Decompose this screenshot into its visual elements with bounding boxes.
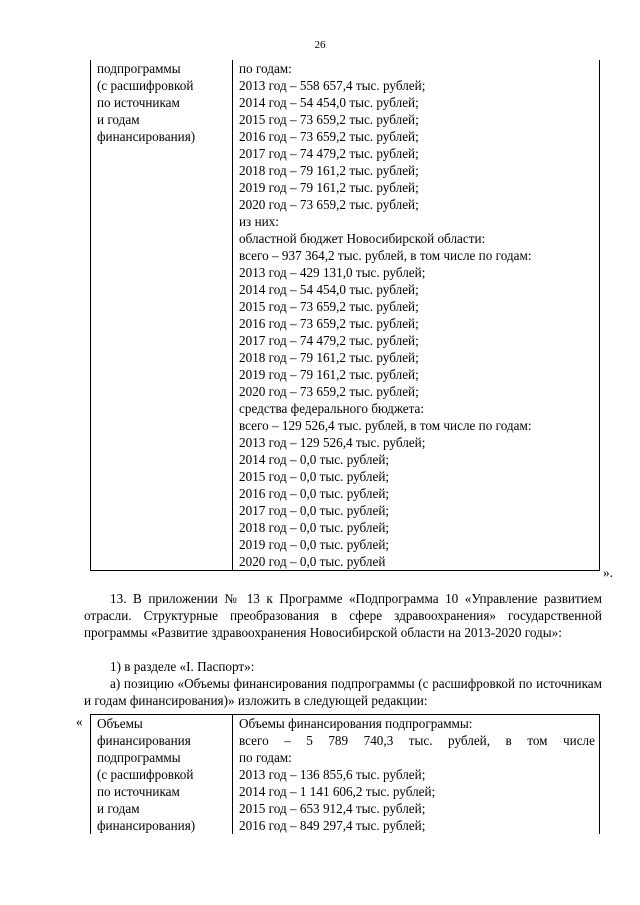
table1-right-line: 2013 год – 558 657,4 тыс. рублей; [239,78,426,93]
paragraph-13-item-1-text: 1) в разделе «I. Паспорт»: [110,659,255,674]
table1-right-line: 2015 год – 0,0 тыс. рублей; [239,469,390,484]
table1-right-line: из них: [239,214,279,229]
paragraph-13-item-1 [84,658,602,675]
table2-right-cell [233,715,600,835]
table1-right-cell [233,60,600,571]
table1-left-line: финансирования) [97,129,196,144]
table2-right-line: 2014 год – 1 141 606,2 тыс. рублей; [239,784,436,799]
table2-left-line: (с расшифровкой [97,767,194,782]
paragraph-13-item-a-text: а) позицию «Объемы финансирования подпрограммы (с расшифровкой по источникам и годам финансирования)» изложить в следующей редакции: [84,676,602,708]
closing-quote-mark: ». [603,565,613,580]
table1-left-cell [91,60,233,571]
financing-table-new [90,714,600,834]
table1-right-line: 2018 год – 0,0 тыс. рублей; [239,520,390,535]
table2-right-line: 2013 год – 136 855,6 тыс. рублей; [239,767,426,782]
table2-left-line: финансирования) [97,818,196,833]
paragraph-13-item-a [84,675,602,709]
table1-left-line: по источникам [97,95,180,110]
table2-right-line: всего – 5 789 740,3 тыс. рублей, в том числе [239,733,595,748]
table1-right-line: всего – 937 364,2 тыс. рублей, в том числе по годам: [239,248,532,263]
table1-right-line: 2017 год – 0,0 тыс. рублей; [239,503,390,518]
table1-right-line: 2014 год – 0,0 тыс. рублей; [239,452,390,467]
table1-right-line: 2015 год – 73 659,2 тыс. рублей; [239,112,419,127]
table1-right-line: 2014 год – 54 454,0 тыс. рублей; [239,95,419,110]
table2-left-line: финансирования [97,733,191,748]
table1-right-line: 2020 год – 0,0 тыс. рублей [239,554,386,569]
table2-right-line: по годам: [239,750,292,765]
table1-right-line: средства федерального бюджета: [239,401,425,416]
table2-left-line: Объемы [97,716,143,731]
table1-right-line: всего – 129 526,4 тыс. рублей, в том числе по годам: [239,418,532,433]
table1-left-line: подпрограммы [97,61,181,76]
table1-right-line: 2020 год – 73 659,2 тыс. рублей; [239,384,419,399]
table1-right-line: 2016 год – 73 659,2 тыс. рублей; [239,129,419,144]
table1-right-line: 2015 год – 73 659,2 тыс. рублей; [239,299,419,314]
table1-left-line: (с расшифровкой [97,78,194,93]
page-number: 26 [314,39,326,51]
table2-right-line: 2016 год – 849 297,4 тыс. рублей; [239,818,426,833]
table1-right-line: областной бюджет Новосибирской области: [239,231,486,246]
table2-left-cell [91,715,233,835]
table1-right-line: 2017 год – 74 479,2 тыс. рублей; [239,333,419,348]
table1-right-line: 2014 год – 54 454,0 тыс. рублей; [239,282,419,297]
table1-right-line: 2017 год – 74 479,2 тыс. рублей; [239,146,419,161]
table1-right-line: 2013 год – 129 526,4 тыс. рублей; [239,435,426,450]
financing-table-continued [90,60,600,571]
table1-right-line: 2019 год – 79 161,2 тыс. рублей; [239,367,419,382]
table1-right-line: 2016 год – 0,0 тыс. рублей; [239,486,390,501]
table1-right-line: 2020 год – 73 659,2 тыс. рублей; [239,197,419,212]
table2-left-line: по источникам [97,784,180,799]
table2-right-line: Объемы финансирования подпрограммы: [239,716,473,731]
table1-right-line: 2018 год – 79 161,2 тыс. рублей; [239,163,419,178]
table2-left-line: подпрограммы [97,750,181,765]
table1-right-line: 2013 год – 429 131,0 тыс. рублей; [239,265,426,280]
opening-quote-mark: « [76,714,83,729]
table2-right-line: 2015 год – 653 912,4 тыс. рублей; [239,801,426,816]
paragraph-13-text: 13. В приложении № 13 к Программе «Подпрограмма 10 «Управление развитием отрасли. Структурные преобразования в сфере здравоохранения» государственной программы «Развитие здравоохранения Новосибирской области на 2013-2020 годы»: [84,591,602,640]
table2-left-line: и годам [97,801,140,816]
table1-right-line: 2018 год – 79 161,2 тыс. рублей; [239,350,419,365]
table1-right-line: 2019 год – 0,0 тыс. рублей; [239,537,390,552]
table1-right-line: 2016 год – 73 659,2 тыс. рублей; [239,316,419,331]
paragraph-13 [84,590,602,641]
table1-right-line: по годам: [239,61,292,76]
table1-right-line: 2019 год – 79 161,2 тыс. рублей; [239,180,419,195]
table1-left-line: и годам [97,112,140,127]
